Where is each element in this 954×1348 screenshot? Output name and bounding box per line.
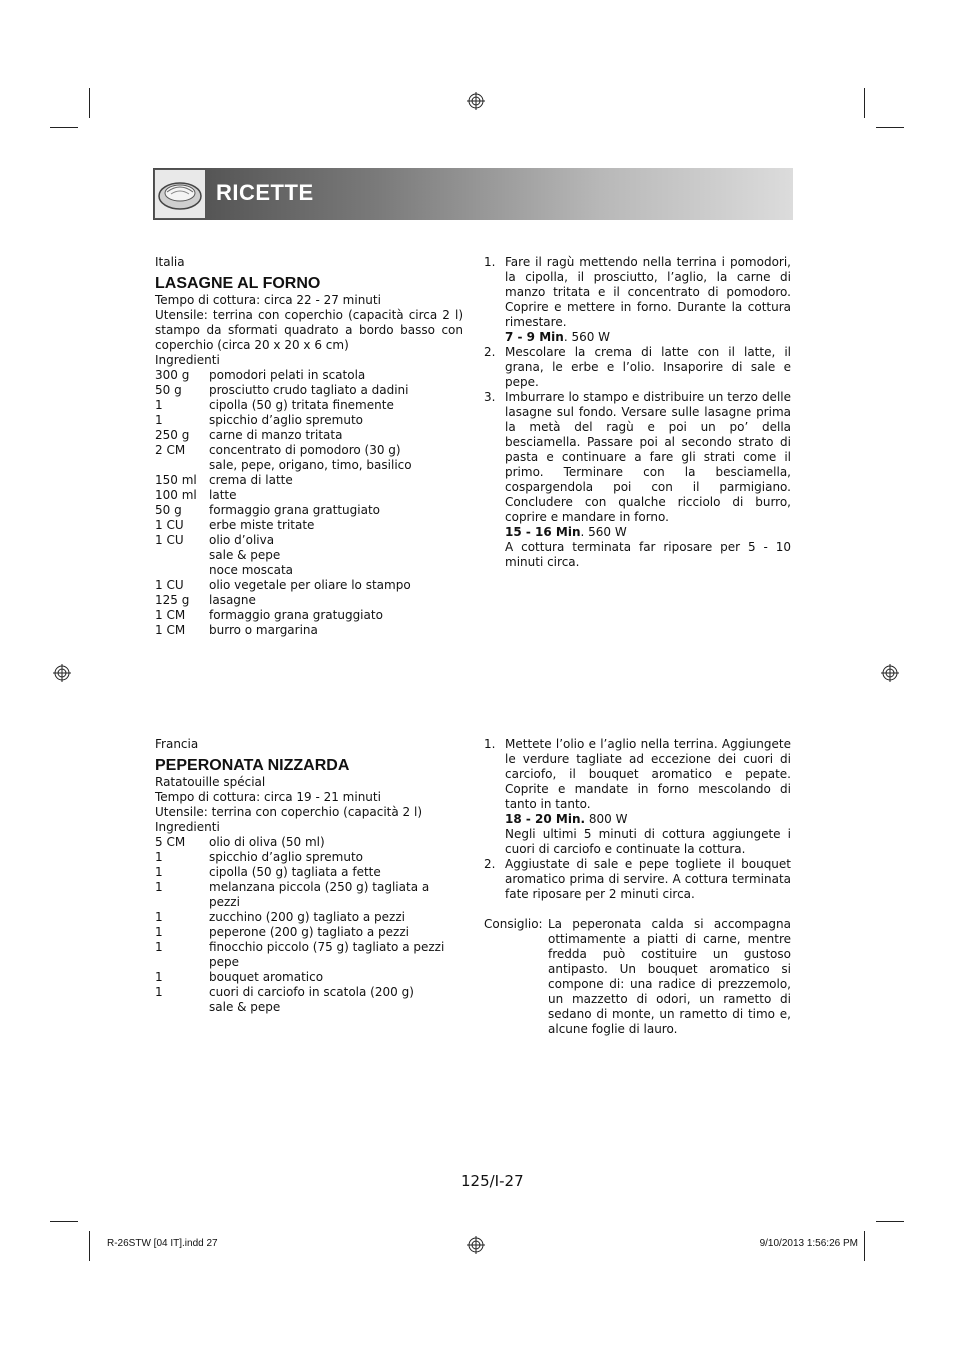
ingredient-quantity: 1 CU <box>155 578 184 592</box>
step-item <box>484 345 791 390</box>
ingredient-row <box>155 443 463 458</box>
footer-file: R-26STW [04 IT].indd 27 <box>107 1238 218 1249</box>
step-number: 3. <box>484 390 496 404</box>
ingredient-row <box>155 398 463 413</box>
ingredient-name: sale, pepe, origano, timo, basilico <box>209 458 412 472</box>
step-text: Mescolare la crema di latte con il latte, il grana, le erbe e l’olio. Insaporire di sale e pepe. <box>505 345 791 389</box>
ingredient-name: noce moscata <box>209 563 294 577</box>
ingredient-quantity: 300 g <box>155 368 190 382</box>
ingredient-row <box>155 413 463 428</box>
ingredient-row <box>155 925 463 940</box>
step-body <box>505 255 791 345</box>
ingredient-name: sale & pepe <box>209 548 281 562</box>
ingredient-quantity <box>155 548 209 563</box>
ingredient-quantity: 1 <box>155 880 163 894</box>
ingredient-name: formaggio grana grattugiato <box>209 503 381 517</box>
recipe-lasagne-steps <box>484 255 791 570</box>
recipe-info-line: Ingredienti <box>155 353 220 367</box>
step-number: 1. <box>484 737 496 751</box>
ingredient-name: pomodori pelati in scatola <box>209 368 366 382</box>
crop-mark <box>876 127 904 128</box>
ingredient-row <box>155 910 463 925</box>
ingredient-row <box>155 985 463 1000</box>
ingredient-name: lasagne <box>209 593 256 607</box>
page-number: 125/I-27 <box>461 1172 524 1190</box>
cooking-power: . 560 W <box>563 330 611 344</box>
step-item <box>484 857 791 902</box>
ingredient-name: olio vegetale per oliare lo stampo <box>209 578 411 592</box>
section-banner <box>153 168 793 220</box>
ingredient-name: formaggio grana gratuggiato <box>209 608 383 622</box>
ingredient-quantity: 1 CU <box>155 533 184 547</box>
ingredient-row <box>155 623 463 638</box>
ingredient-quantity: 125 g <box>155 593 190 607</box>
ingredient-quantity: 1 <box>155 398 163 412</box>
ingredient-name: latte <box>209 488 237 502</box>
ingredient-quantity: 2 CM <box>155 443 186 457</box>
registration-mark-icon <box>467 92 485 110</box>
recipe-info-line: Utensile: terrina con coperchio (capacità 2 l) <box>155 805 423 819</box>
ingredient-row <box>155 940 463 970</box>
crop-mark <box>50 127 78 128</box>
step-note: A cottura terminata far riposare per 5 - 10 minuti circa. <box>505 540 791 569</box>
ingredient-name: erbe miste tritate <box>209 518 315 532</box>
ingredient-quantity <box>155 1000 209 1015</box>
recipe-peperonata-ingredients <box>155 737 463 1015</box>
crop-mark <box>876 1221 904 1222</box>
ingredient-row <box>155 1000 463 1015</box>
ingredient-row <box>155 578 463 593</box>
cooking-time: 7 - 9 Min <box>505 330 564 344</box>
step-cooking-time <box>505 812 791 827</box>
ingredient-quantity: 1 <box>155 985 163 999</box>
step-text: Imburrare lo stampo e distribuire un terzo delle lasagne sul fondo. Versare sulle lasagne prima la metà del ragù e poi un po’ della besciamella. Passare poi al secondo strato di pasta e continuare a fare gli strati come il primo. Terminare con la besciamella, cospargendola poi con il parmigiano. Concludere con qualche ricciolo di burro, coprire e mandare in forno. <box>505 390 791 524</box>
ingredient-name: carne di manzo tritata <box>209 428 343 442</box>
ingredient-name: cipolla (50 g) tagliata a fette <box>209 865 381 879</box>
ingredient-quantity: 1 <box>155 413 163 427</box>
ingredient-quantity: 50 g <box>155 383 182 397</box>
ingredient-quantity: 1 CU <box>155 518 184 532</box>
ingredient-quantity: 250 g <box>155 428 190 442</box>
ingredient-quantity <box>155 458 209 473</box>
ingredient-quantity: 1 <box>155 865 163 879</box>
step-item <box>484 737 791 857</box>
cooking-power: . 560 W <box>580 525 627 539</box>
ingredient-name: crema di latte <box>209 473 293 487</box>
ingredient-row <box>155 383 463 398</box>
ingredient-row <box>155 368 463 383</box>
ingredient-name: bouquet aromatico <box>209 970 324 984</box>
ingredient-row <box>155 593 463 608</box>
ingredient-name: melanzana piccola (250 g) tagliata a pezzi <box>209 880 430 909</box>
crop-mark <box>50 1221 78 1222</box>
tip-block <box>484 917 791 1037</box>
ingredient-quantity: 1 <box>155 910 163 924</box>
step-note: Negli ultimi 5 minuti di cottura aggiungete i cuori di carciofo e continuate la cottura. <box>505 827 791 856</box>
ingredient-name: cuori di carciofo in scatola (200 g) <box>209 985 414 999</box>
ingredient-quantity: 150 ml <box>155 473 197 487</box>
ingredient-quantity: 1 <box>155 940 163 954</box>
recipe-info <box>155 775 463 835</box>
ingredient-name: concentrato di pomodoro (30 g) <box>209 443 401 457</box>
recipe-info-line: Utensile: terrina con coperchio (capacità circa 2 l) stampo da sformati quadrato a bordo basso con coperchio (circa 20 x 20 x 6 cm) <box>155 308 463 352</box>
ingredient-row <box>155 473 463 488</box>
step-number: 1. <box>484 255 496 269</box>
ingredient-row <box>155 533 463 548</box>
step-body <box>505 390 791 570</box>
microwave-dish-icon <box>154 169 206 219</box>
ingredient-name: zucchino (200 g) tagliato a pezzi <box>209 910 405 924</box>
crop-mark <box>864 1231 865 1261</box>
recipe-lasagne-ingredients <box>155 255 463 638</box>
ingredient-quantity <box>155 563 209 578</box>
ingredient-row <box>155 488 463 503</box>
recipe-title: PEPERONATA NIZZARDA <box>155 757 350 774</box>
ingredient-name: sale & pepe <box>209 1000 281 1014</box>
step-list <box>484 737 791 902</box>
recipe-info-line: Ingredienti <box>155 820 220 834</box>
recipe-title: LASAGNE AL FORNO <box>155 275 321 292</box>
ingredient-row <box>155 503 463 518</box>
cooking-power: 800 W <box>585 812 628 826</box>
step-cooking-time <box>505 525 791 540</box>
ingredient-quantity: 1 <box>155 970 163 984</box>
crop-mark <box>864 88 865 118</box>
ingredient-row <box>155 428 463 443</box>
ingredient-name: peperone (200 g) tagliato a pezzi <box>209 925 409 939</box>
ingredient-row <box>155 518 463 533</box>
cooking-time: 18 - 20 Min. <box>505 812 586 826</box>
ingredient-name: burro o margarina <box>209 623 318 637</box>
step-text: Mettete l’olio e l’aglio nella terrina. Aggiungete le verdure tagliate ad eccezione dei cuori di carciofo, il bouquet aromatico e pepate. Coprite e mandate in forno mescolando di tanto in tanto. <box>505 737 791 811</box>
step-body <box>505 345 791 390</box>
crop-mark <box>89 1231 90 1261</box>
crop-mark <box>89 88 90 118</box>
ingredient-row <box>155 563 463 578</box>
step-number: 2. <box>484 345 496 359</box>
step-text: Aggiustate di sale e pepe togliete il bouquet aromatico prima di servire. A cottura terminata fate riposare per 2 minuti circa. <box>505 857 791 901</box>
registration-mark-icon <box>881 664 899 682</box>
ingredient-quantity: 1 CM <box>155 608 186 622</box>
recipe-country: Italia <box>155 255 185 269</box>
recipe-info <box>155 293 463 368</box>
ingredient-quantity: 1 <box>155 925 163 939</box>
tip-label: Consiglio: <box>484 917 543 931</box>
step-list <box>484 255 791 570</box>
ingredient-row <box>155 835 463 850</box>
step-body <box>505 737 791 857</box>
ingredient-row <box>155 458 463 473</box>
page-title: RICETTE <box>216 180 314 205</box>
registration-mark-icon <box>467 1236 485 1254</box>
ingredient-row <box>155 880 463 910</box>
registration-mark-icon <box>53 664 71 682</box>
footer-date: 9/10/2013 1:56:26 PM <box>759 1238 858 1249</box>
ingredient-row <box>155 548 463 563</box>
tip-text: La peperonata calda si accompagna ottimamente a piatti di carne, mentre fredda può costituire un gustoso antipasto. Un bouquet aromatico si compone di: una radice di prezzemolo, un mazzetto di odori, un rametto di sedano di monte, un rametto di timo e, alcune foglie di lauro. <box>548 917 791 1036</box>
ingredient-row <box>155 850 463 865</box>
ingredient-name: olio d’oliva <box>209 533 275 547</box>
recipe-info-line: Tempo di cottura: circa 22 - 27 minuti <box>155 293 381 307</box>
step-cooking-time <box>505 330 791 345</box>
ingredient-row <box>155 970 463 985</box>
ingredient-row <box>155 608 463 623</box>
ingredient-row <box>155 865 463 880</box>
ingredient-list <box>155 835 463 1015</box>
ingredient-name: spicchio d’aglio spremuto <box>209 850 363 864</box>
ingredient-quantity: 100 ml <box>155 488 197 502</box>
ingredient-list <box>155 368 463 638</box>
ingredient-quantity: 1 <box>155 850 163 864</box>
ingredient-name: cipolla (50 g) tritata finemente <box>209 398 394 412</box>
ingredient-quantity: 5 CM <box>155 835 186 849</box>
ingredient-name: finocchio piccolo (75 g) tagliato a pezzi pepe <box>209 940 445 969</box>
recipe-peperonata-steps <box>484 737 791 1037</box>
ingredient-name: prosciutto crudo tagliato a dadini <box>209 383 409 397</box>
step-item <box>484 390 791 570</box>
ingredient-quantity: 50 g <box>155 503 182 517</box>
step-number: 2. <box>484 857 496 871</box>
cooking-time: 15 - 16 Min <box>505 525 581 539</box>
ingredient-name: spicchio d’aglio spremuto <box>209 413 363 427</box>
ingredient-name: olio di oliva (50 ml) <box>209 835 325 849</box>
step-item <box>484 255 791 345</box>
recipe-info-line: Ratatouille spécial <box>155 775 266 789</box>
ingredient-quantity: 1 CM <box>155 623 186 637</box>
step-text: Fare il ragù mettendo nella terrina i pomodori, la cipolla, il prosciutto, l’aglio, la carne di manzo tritata e il concentrato di pomodoro. Coprire e mettere in forno. Durante la cottura rimestare. <box>505 255 791 329</box>
step-body <box>505 857 791 902</box>
recipe-info-line: Tempo di cottura: circa 19 - 21 minuti <box>155 790 381 804</box>
recipe-country: Francia <box>155 737 199 751</box>
